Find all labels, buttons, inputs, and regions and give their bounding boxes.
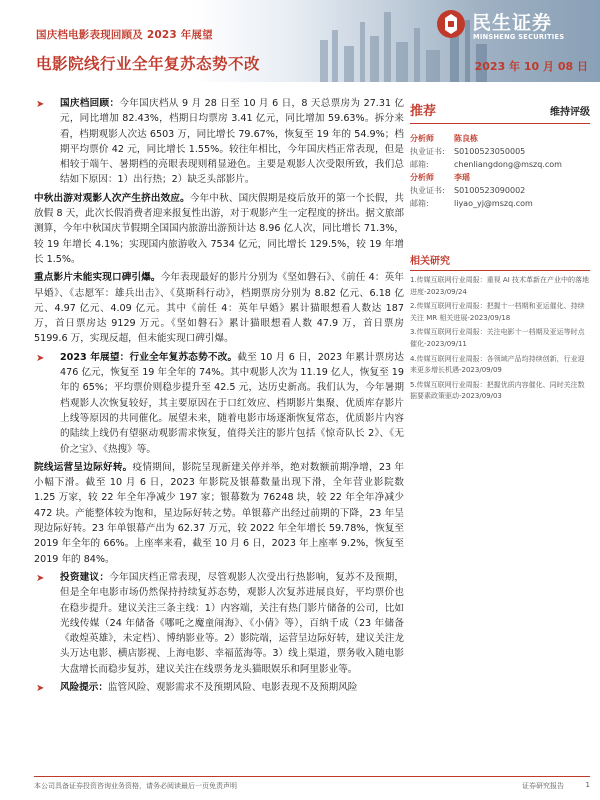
paragraph-text: 今年中秋、国庆假期是疫后放开的第一个长假，共放假 8 天，此次长假消费者迎来报复性出游，对于观影产生一定程度的挤出。据文旅部测算，今年中秋国庆节假期全国国内旅游出游预计达 8.96 亿人次，同比增长 71.3%，较 19 年增长 4.1%；实现国内旅游收入 7534 亿元，同比增长 129.5%，较 19 年增长 1.5%。 <box>34 192 405 265</box>
analyst-role: 分析师 <box>410 134 434 143</box>
logo-text-en: MINSHENG SECURITIES <box>473 33 565 41</box>
report-body <box>34 96 404 698</box>
paragraph-text: 疫情期间，影院呈现新建关停并举，绝对数额前期净增，23 年小幅下滑。截至 10 月 6 日，2023 年影院及银幕数量出现下滑，全年营业影院数 1.25 万家，较 22 年全年净减少 197 家；银幕数为 76248 块，较 22 年全年净减少 472 块。产能整体较为饱和，星边际好转之势。单银幕产出经过前期的下降，23 年呈现边际好转。23 年单银幕产出为 62.37 万元，较 2022 年全年增长 59.78%，恢复至 2019 年全年的 66%。上座率来看，截至 10 月 6 日，2023 年上座率 9.2%，恢复至 2019 年的 84%。 <box>34 461 405 565</box>
analyst-role: 分析师 <box>410 173 434 182</box>
related-research-item[interactable]: 1.传媒互联网行业周报：重视 AI 技术革新在产业中的落地进度-2023/09/24 <box>410 276 589 296</box>
sidebar <box>410 96 590 406</box>
paragraph-text: 今年国庆档从 9 月 28 日至 10 月 6 日，8 天总票房为 27.31 亿元，同比增加 82.43%，档期日均票房 3.41 亿元，同比增加 59.63%。拆分来看，档期观影人次达 6503 万，同比增长 79.67%，恢复至 19 年的 54.9%；档期平均票价 42 元，同比增长 1.55%。较往年相比，今年国庆档正常表现，但是相较于端午、暑期档的亮眼表现则稍显逊色。主要是观影人次受限所致，我们总结如下原因：1）出行热；2）缺乏头部影片。 <box>60 98 404 186</box>
analyst-name: 陈良栋 <box>454 134 478 143</box>
email-label: 邮箱: <box>410 199 429 208</box>
analyst-cert-row <box>410 145 590 158</box>
disclaimer-note: 本公司具备证券投资咨询业务资格，请务必阅读最后一页免责声明 <box>34 782 237 790</box>
paragraph-lead: 投资建议： <box>60 571 110 583</box>
related-research-item[interactable]: 4.传媒互联网行业周报：各领域产品均持续创新，行业迎来更多增长机遇-2023/09/09 <box>410 354 585 375</box>
bullet-arrow-icon: ➤ <box>36 572 45 584</box>
bullet-arrow-icon: ➤ <box>36 99 45 110</box>
related-research-heading: 相关研究 <box>410 252 590 271</box>
paragraph-lead: 国庆档回顾： <box>60 98 120 109</box>
paragraph-lead: 2023 年展望：行业全年复苏态势不改。 <box>60 351 238 363</box>
paragraph-outlook <box>34 350 404 457</box>
report-series: 国庆档电影表现回顾及 2023 年展望 <box>36 29 213 41</box>
paragraph-review <box>34 96 404 188</box>
rating-label: 维持评级 <box>550 107 590 118</box>
paragraph-text: 今年国庆档正常表现，尽管观影人次受出行热影响，复苏不及预期，但是全年电影市场仍然保持持续复苏态势，观影人次复苏进展良好，平均票价也在稳步提升。建议关注三条主线：1）内容端，关注有热门影片储备的公司，比如光线传媒（24 年储备《哪吒之魔童闹海》、《小倩》等），百纳千成（23 年储备《敢煌英雄》，未定档）、博纳影业等。2）影院端，运营呈边际好转，建议关注龙头万达电影、横店影视、上海电影、幸福蓝海等。3）线上渠道，票务收入随电影大盘增长而稳步复苏，建议关注在线票务龙头猫眼娱乐和阿里影业等。 <box>60 571 405 675</box>
paragraph-cinema <box>34 460 404 567</box>
cert-number: S0100523050005 <box>454 147 526 156</box>
analyst-cert-row <box>410 184 590 197</box>
page-footer <box>34 776 590 794</box>
paragraph-risk <box>34 680 404 695</box>
analyst-name-row <box>410 132 590 145</box>
related-research-list <box>410 275 590 403</box>
paragraph-text: 截至 10 月 6 日，2023 年累计票房达 476 亿元，恢复至 19 年全年的 74%。其中观影人次为 11.19 亿人，恢复至 19 年的 65%；平均票价则稳步提升至 42.5 元，达历史新高。我们认为，今年暑期档观影人次恢复较好，其主要原因在于口红效应、档期影片集聚、优质库存影片上线等原因的共同催化。展望未来，随着电影市场逐渐恢复常态，优质影片内容的陆续上线仍有望驱动观影需求恢复，值得关注的影片包括《惊奇队长 2》、《无价之宝》、《热搜》等。 <box>60 351 404 455</box>
paragraph-lead: 中秋出游对观影人次产生挤出效应。 <box>34 192 190 204</box>
paragraph-text: 监管风险、观影需求不及预期风险、电影表现不及预期风险 <box>107 681 358 693</box>
analyst-email-row <box>410 158 590 171</box>
cert-number: S0100523090002 <box>454 186 526 195</box>
paragraph-films <box>34 270 404 346</box>
related-research-item[interactable]: 3.传媒互联网行业周报：关注电影十一档期及亚运等时点催化-2023/09/11 <box>410 328 585 348</box>
paragraph-lead: 重点影片未能实现口碑引爆。 <box>34 272 161 284</box>
report-type: 证券研究报告 <box>522 782 564 790</box>
company-logo <box>436 6 586 46</box>
analyst-email-row <box>410 197 590 210</box>
email-link[interactable]: liyao_yj@mszq.com <box>454 199 533 208</box>
page-number: 1 <box>585 781 590 789</box>
cert-label: 执业证书: <box>410 147 445 156</box>
recommend-label: 推荐 <box>410 104 437 119</box>
analyst-name: 李瑶 <box>454 173 470 182</box>
page-title: 电影院线行业全年复苏态势不改 <box>36 55 261 73</box>
report-date: 2023 年 10 月 08 日 <box>474 60 588 73</box>
analyst-name-row <box>410 171 590 184</box>
logo-icon <box>436 9 466 39</box>
paragraph-investment <box>34 570 404 677</box>
email-link[interactable]: chenliangdong@mszq.com <box>454 160 562 169</box>
header-banner <box>0 0 600 82</box>
paragraph-lead: 风险提示： <box>60 681 108 693</box>
bullet-arrow-icon: ➤ <box>36 682 45 694</box>
paragraph-travel <box>34 191 404 267</box>
rating-header <box>410 96 590 124</box>
bullet-arrow-icon: ➤ <box>36 352 45 364</box>
related-research-item[interactable]: 2.传媒互联网行业周报：把握十一档期和亚运催化、持续关注 MR 相关进展-2023/09/18 <box>410 302 585 322</box>
email-label: 邮箱: <box>410 160 429 169</box>
analyst-block <box>410 132 590 210</box>
cert-label: 执业证书: <box>410 186 445 195</box>
related-research-item[interactable]: 5.传媒互联网行业周报：把握优质内容催化、同时关注数据要素政策驱动-2023/09/03 <box>410 380 585 401</box>
logo-text-cn: 民生证券 <box>472 12 553 34</box>
paragraph-text: 今年表现最好的影片分别为《坚如磐石》、《前任 4：英年早婚》、《志愿军：雄兵出击》、《莫斯科行动》，档期票房分别为 8.82 亿元、6.18 亿元、4.97 亿元、4.09 亿元。其中《前任 4：英年早婚》累计猫眼想看人数达 187 万，首日票房达 9129 万元。《坚如磐石》累计猫眼想看人数 47.9 万，首日票房 5199.6 万，实现反超，但未能实现口碑引爆。 <box>34 272 405 345</box>
paragraph-lead: 院线运营呈边际好转。 <box>34 461 133 473</box>
